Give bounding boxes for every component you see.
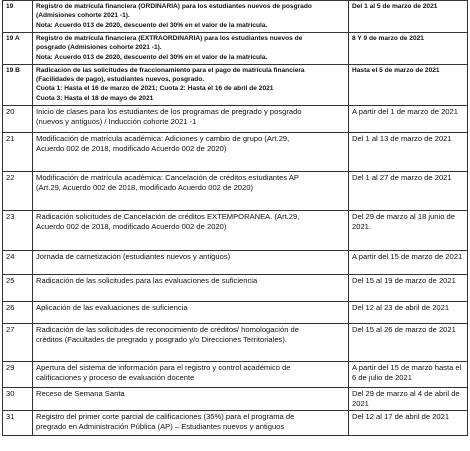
description-line: calificaciones y proceso de evaluación docente [36, 372, 195, 382]
description-line: (Admisiones cohorte 2021 -1). [36, 12, 130, 20]
activity-date: Del 15 al 26 de marzo de 2021 [349, 324, 468, 362]
description-line: Aplicación de las evaluaciones de suficiencia [36, 303, 188, 313]
activity-description [33, 1, 349, 33]
activity-date: Del 12 al 23 de abril de 2021 [349, 302, 468, 324]
activity-date: Del 12 al 17 de abril de 2021 [349, 411, 468, 436]
row-number: 19 B [3, 64, 33, 105]
table-row [3, 362, 468, 388]
activity-date: Del 1 al 5 de marzo de 2021 [349, 1, 468, 33]
description-line: (nuevos y antiguos) / Inducción cohorte 2021 -1 [36, 116, 197, 126]
description-line: Jornada de carnetización (estudiantes nuevos y antiguos) [36, 252, 231, 262]
activity-description [33, 275, 349, 302]
activity-date: Del 29 de marzo al 18 junio de 2021. [349, 211, 468, 251]
description-line: Acuerdo 002 de 2018, modificado Acuerdo 002 de 2020) [36, 221, 227, 231]
activity-date: Hasta el 5 de marzo de 2021 [349, 64, 468, 105]
activity-description [33, 64, 349, 105]
description-line: Cuota 3: Hasta el 18 de mayo de 2021 [36, 94, 154, 102]
description-line: (Facilidades de pago), estudiantes nuevos, posgrado. [36, 76, 205, 84]
description-line: Radicación de las solicitudes de fraccionamiento para el pago de matrícula financiera [36, 66, 305, 74]
table-row [3, 106, 468, 133]
description-line: Modificación de matrícula académica: Cancelación de créditos estudiantes AP [36, 173, 299, 183]
activity-date: A partir del 15 de marzo hasta el 6 de julio de 2021 [349, 362, 468, 388]
table-row [3, 64, 468, 105]
row-number: 29 [3, 362, 33, 388]
row-number: 25 [3, 275, 33, 302]
activity-description [33, 106, 349, 133]
activity-description [33, 133, 349, 172]
description-line: Modificación de matrícula académica: Adiciones y cambio de grupo (Art.29, [36, 134, 290, 144]
row-number: 20 [3, 106, 33, 133]
activity-description [33, 211, 349, 251]
academic-calendar-table [2, 0, 468, 436]
table-row [3, 302, 468, 324]
row-number: 24 [3, 251, 33, 275]
row-number: 19 [3, 1, 33, 33]
activity-description [33, 302, 349, 324]
activity-description [33, 324, 349, 362]
description-line: Acuerdo 002 de 2018, modificado Acuerdo 002 de 2020) [36, 143, 227, 153]
table-row [3, 411, 468, 436]
description-line: Inicio de clases para los estudiantes de los programas de pregrado y posgrado [36, 107, 302, 117]
description-line: pregrado en Administración Pública (AP) – Estudiantes nuevos y antiguos [36, 421, 285, 431]
description-line: Radicación de las solicitudes de reconocimiento de créditos/ homologación de [36, 325, 299, 335]
activity-description [33, 411, 349, 436]
table-row [3, 324, 468, 362]
description-line: (Art.29, Acuerdo 002 de 2018, modificado Acuerdo 002 de 2020) [36, 182, 253, 192]
activity-date: Del 15 al 19 de marzo de 2021 [349, 275, 468, 302]
description-line: Registro del primer corte parcial de calificaciones (35%) para el programa de [36, 412, 295, 422]
activity-date: Del 1 al 27 de marzo de 2021 [349, 172, 468, 211]
table-row [3, 251, 468, 275]
activity-description [33, 33, 349, 65]
activity-description [33, 172, 349, 211]
row-number: 19 A [3, 33, 33, 65]
table-row [3, 275, 468, 302]
row-number: 27 [3, 324, 33, 362]
table-body [3, 1, 468, 436]
row-number: 31 [3, 411, 33, 436]
description-line: Apertura del sistema de información para el registro y control académico de [36, 363, 291, 373]
description-line: Nota: Acuerdo 013 de 2020, descuento del 30% en el valor de la matrícula. [36, 53, 268, 61]
activity-date: A partir del 15 de marzo de 2021 [349, 251, 468, 275]
description-line: Receso de Semana Santa [36, 389, 125, 399]
description-line: Registro de matrícula financiera (ORDINARIA) para los estudiantes nuevos de posgrado [36, 3, 312, 10]
activity-description [33, 388, 349, 411]
table-row [3, 1, 468, 33]
activity-description [33, 251, 349, 275]
activity-description [33, 362, 349, 388]
description-line: Nota: Acuerdo 013 de 2020, descuento del 30% en el valor de la matrícula. [36, 21, 268, 29]
description-line: Radicación de las solicitudes para las evaluaciones de suficiencia [36, 276, 258, 286]
activity-date: Del 1 al 13 de marzo de 2021 [349, 133, 468, 172]
table-row [3, 33, 468, 65]
row-number: 23 [3, 211, 33, 251]
row-number: 21 [3, 133, 33, 172]
activity-date: 8 Y 9 de marzo de 2021 [349, 33, 468, 65]
table-row [3, 133, 468, 172]
description-line: Registro de matrícula financiera (EXTRAORDINARIA) para los estudiantes nuevos de [36, 35, 303, 42]
row-number: 30 [3, 388, 33, 411]
row-number: 22 [3, 172, 33, 211]
activity-date: Del 29 de marzo al 4 de abril de 2021 [349, 388, 468, 411]
description-line: Radicación solicitudes de Cancelación de créditos EXTEMPORANEA. (Art.29, [36, 212, 300, 222]
table-row [3, 172, 468, 211]
row-number: 26 [3, 302, 33, 324]
description-line: créditos (Facultades de pregrado y posgrado y/o Direcciones Territoriales). [36, 334, 287, 344]
description-line: posgrado (Admisiones cohorte 2021 -1). [36, 44, 162, 52]
description-line: Cuota 1: Hasta el 16 de marzo de 2021; Cuota 2: Hasta el 16 de abril de 2021 [36, 85, 274, 93]
activity-date: A partir del 1 de marzo de 2021 [349, 106, 468, 133]
table-row [3, 388, 468, 411]
table-row [3, 211, 468, 251]
